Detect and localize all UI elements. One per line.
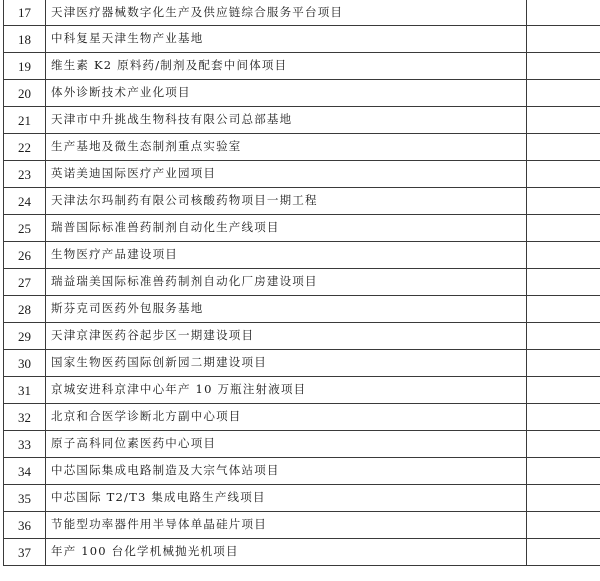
project-name: 维生素 K2 原料药/制剂及配套中间体项目 [46, 53, 527, 80]
project-table [3, 0, 600, 566]
table-row [4, 512, 600, 539]
table-row [4, 242, 600, 269]
table-row [4, 539, 600, 566]
table-row [4, 269, 600, 296]
project-name: 国家生物医药国际创新园二期建设项目 [46, 350, 527, 377]
empty-cell [527, 188, 600, 215]
table-row [4, 53, 600, 80]
empty-cell [527, 512, 600, 539]
empty-cell [527, 431, 600, 458]
row-number: 26 [4, 242, 46, 269]
empty-cell [527, 107, 600, 134]
row-number: 18 [4, 26, 46, 53]
empty-cell [527, 296, 600, 323]
empty-cell [527, 539, 600, 566]
empty-cell [527, 161, 600, 188]
table-row [4, 323, 600, 350]
project-name: 天津法尔玛制药有限公司核酸药物项目一期工程 [46, 188, 527, 215]
table-row [4, 458, 600, 485]
project-name: 中科复星天津生物产业基地 [46, 26, 527, 53]
project-name: 瑞益瑞美国际标准兽药制剂自动化厂房建设项目 [46, 269, 527, 296]
project-name: 英诺美迪国际医疗产业园项目 [46, 161, 527, 188]
project-table-body [4, 0, 600, 566]
empty-cell [527, 134, 600, 161]
project-name: 中芯国际 T2/T3 集成电路生产线项目 [46, 485, 527, 512]
row-number: 19 [4, 53, 46, 80]
row-number: 27 [4, 269, 46, 296]
row-number: 31 [4, 377, 46, 404]
row-number: 22 [4, 134, 46, 161]
table-row [4, 296, 600, 323]
row-number: 37 [4, 539, 46, 566]
table-row [4, 134, 600, 161]
empty-cell [527, 80, 600, 107]
table-row [4, 377, 600, 404]
table-row [4, 404, 600, 431]
empty-cell [527, 0, 600, 26]
project-name: 中芯国际集成电路制造及大宗气体站项目 [46, 458, 527, 485]
project-name: 京城安进科京津中心年产 10 万瓶注射液项目 [46, 377, 527, 404]
row-number: 30 [4, 350, 46, 377]
row-number: 28 [4, 296, 46, 323]
project-name: 生产基地及微生态制剂重点实验室 [46, 134, 527, 161]
row-number: 24 [4, 188, 46, 215]
table-row [4, 485, 600, 512]
row-number: 35 [4, 485, 46, 512]
row-number: 21 [4, 107, 46, 134]
table-row [4, 431, 600, 458]
empty-cell [527, 350, 600, 377]
table-row [4, 188, 600, 215]
table-row [4, 107, 600, 134]
empty-cell [527, 242, 600, 269]
project-name: 斯芬克司医药外包服务基地 [46, 296, 527, 323]
row-number: 23 [4, 161, 46, 188]
project-name: 瑞普国际标准兽药制剂自动化生产线项目 [46, 215, 527, 242]
empty-cell [527, 377, 600, 404]
project-name: 北京和合医学诊断北方副中心项目 [46, 404, 527, 431]
empty-cell [527, 269, 600, 296]
empty-cell [527, 458, 600, 485]
table-row [4, 161, 600, 188]
project-name: 节能型功率器件用半导体单晶硅片项目 [46, 512, 527, 539]
empty-cell [527, 323, 600, 350]
empty-cell [527, 53, 600, 80]
empty-cell [527, 26, 600, 53]
row-number: 34 [4, 458, 46, 485]
row-number: 25 [4, 215, 46, 242]
empty-cell [527, 485, 600, 512]
empty-cell [527, 404, 600, 431]
project-name: 生物医疗产品建设项目 [46, 242, 527, 269]
project-name: 天津市中升挑战生物科技有限公司总部基地 [46, 107, 527, 134]
row-number: 36 [4, 512, 46, 539]
row-number: 20 [4, 80, 46, 107]
empty-cell [527, 215, 600, 242]
project-name: 天津医疗器械数字化生产及供应链综合服务平台项目 [46, 0, 527, 26]
row-number: 29 [4, 323, 46, 350]
table-row [4, 26, 600, 53]
project-name: 年产 100 台化学机械抛光机项目 [46, 539, 527, 566]
project-name: 天津京津医药谷起步区一期建设项目 [46, 323, 527, 350]
table-row [4, 215, 600, 242]
table-row [4, 350, 600, 377]
project-name: 原子高科同位素医药中心项目 [46, 431, 527, 458]
project-name: 体外诊断技术产业化项目 [46, 80, 527, 107]
row-number: 33 [4, 431, 46, 458]
table-row [4, 80, 600, 107]
table-row [4, 0, 600, 26]
row-number: 17 [4, 0, 46, 26]
row-number: 32 [4, 404, 46, 431]
